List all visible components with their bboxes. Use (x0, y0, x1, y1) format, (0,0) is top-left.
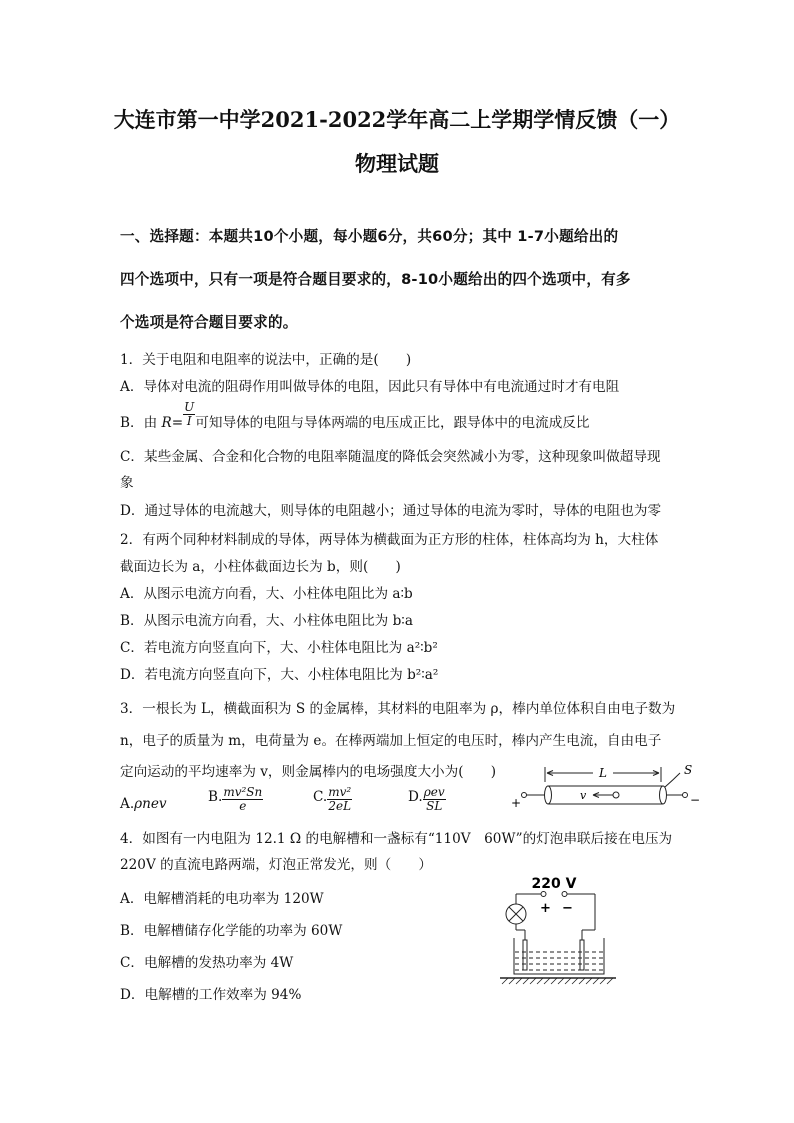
q3-b-fraction (222, 786, 263, 813)
q4-fig-plus: + (540, 901, 551, 916)
q1-b-eq: = (171, 415, 184, 431)
q3-b-label: B. (208, 789, 223, 805)
q2-stem-line1: 2．有两个同种材料制成的导体，两导体为横截面为正方形的柱体，柱体高均为 h，大柱体 (120, 532, 659, 548)
q3-option-b (208, 786, 263, 813)
q3-a-value: ρnev (134, 796, 167, 812)
q3-d-denominator: SL (426, 799, 443, 813)
q4-option-a: A．电解槽消耗的电功率为 120W (120, 891, 324, 907)
q1-option-a: A．导体对电流的阻碍作用叫做导体的电阻，因此只有导体中有电流通过时才有电阻 (120, 379, 620, 395)
q3-c-numerator: mv² (328, 785, 352, 799)
q3-d-numerator: ρev (423, 785, 445, 799)
q2-stem-line2: 截面边长为 a，小柱体截面边长为 b，则( ) (120, 559, 401, 575)
q3-fig-L-label: L (599, 766, 607, 780)
q3-d-label: D. (408, 789, 423, 805)
page-title: 大连市第一中学2021-2022学年高二上学期学情反馈（一） (113, 107, 681, 132)
q3-c-fraction (327, 786, 352, 813)
q3-option-c (313, 786, 352, 813)
q3-rod-figure (508, 760, 708, 810)
q3-d-fraction (423, 786, 446, 813)
q2-option-c: C．若电流方向竖直向下，大、小柱体电阻比为 a²∶b² (120, 640, 438, 656)
q1-b-numerator: U (184, 400, 195, 414)
q2-option-d: D．若电流方向竖直向下，大、小柱体电阻比为 b²∶a² (120, 667, 439, 683)
q3-stem-line3: 定向运动的平均速率为 v，则金属棒内的电场强度大小为( ) (120, 764, 497, 780)
q3-c-label: C. (313, 789, 328, 805)
q1-b-fraction (183, 401, 195, 428)
q3-stem-line1: 3．一根长为 L，横截面积为 S 的金属棒，其材料的电阻率为 ρ，棒内单位体积自由电子数为 (120, 701, 676, 717)
q4-circuit-figure (492, 872, 622, 990)
q1-option-b (120, 401, 589, 437)
q4-option-b: B．电解槽储存化学能的功率为 60W (120, 923, 343, 939)
q3-fig-v-label: v (580, 789, 587, 802)
q3-option-a (120, 796, 167, 812)
q3-stem-line2: n，电子的质量为 m，电荷量为 e。在棒两端加上恒定的电压时，棒内产生电流，自由电子 (120, 733, 662, 749)
q1-b-prefix: B．由 (120, 415, 162, 431)
q3-a-label: A. (120, 796, 135, 812)
q3-option-d (408, 786, 446, 813)
q4-stem-line2: 220V 的直流电路两端，灯泡正常发光，则（ ） (120, 857, 432, 873)
q4-stem-line1: 4．如图有一内电阻为 12.1 Ω 的电解槽和一盏标有“110V 60W”的灯泡串联后接在电压为 (120, 831, 673, 847)
q1-option-c-line1: C．某些金属、合金和化合物的电阻率随温度的降低会突然减小为零，这种现象叫做超导现 (120, 449, 661, 465)
q2-option-b: B．从图示电流方向看，大、小柱体电阻比为 b∶a (120, 613, 413, 629)
q1-option-c-line2: 象 (120, 475, 134, 491)
page-subtitle: 物理试题 (355, 151, 439, 176)
q1-b-denominator: I (186, 414, 192, 428)
q1-option-d: D．通过导体的电流越大，则导体的电阻越小；通过导体的电流为零时，导体的电阻也为零 (120, 503, 662, 519)
q2-option-a: A．从图示电流方向看，大、小柱体电阻比为 a∶b (120, 586, 413, 602)
q3-c-denominator: 2eL (328, 799, 352, 813)
q3-fig-S-label: S (684, 763, 693, 777)
q1-b-suffix: 可知导体的电阻与导体两端的电压成正比，跟导体中的电流成反比 (195, 415, 590, 431)
q1-b-var: R (161, 415, 172, 431)
q3-fig-plus: + (511, 796, 522, 810)
q4-option-c: C．电解槽的发热功率为 4W (120, 955, 294, 971)
q4-option-d: D．电解槽的工作效率为 94% (120, 987, 302, 1003)
section-instructions-line2: 四个选项中，只有一项是符合题目要求的，8-10小题给出的四个选项中，有多 (120, 271, 631, 288)
q3-fig-minus: − (690, 793, 701, 807)
section-instructions-line1: 一、选择题：本题共10个小题，每小题6分，共60分；其中 1-7小题给出的 (120, 228, 619, 245)
q3-b-denominator: e (239, 799, 247, 813)
q3-b-numerator: mv²Sn (223, 785, 263, 799)
q4-fig-voltage-label: 220 V (531, 876, 577, 892)
section-instructions-line3: 个选项是符合题目要求的。 (120, 314, 298, 331)
q4-fig-minus: − (562, 901, 573, 916)
q1-stem: 1．关于电阻和电阻率的说法中，正确的是( ) (120, 352, 412, 368)
